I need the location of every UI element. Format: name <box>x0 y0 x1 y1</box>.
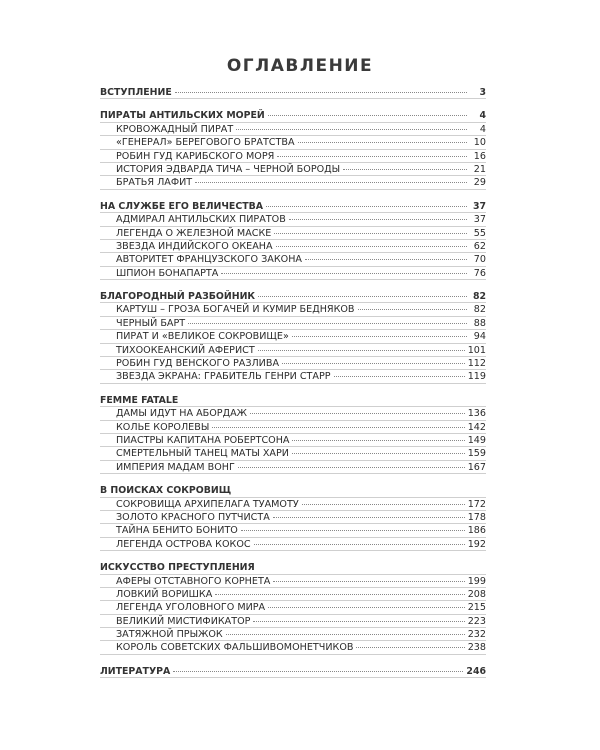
toc-entry[interactable] <box>100 447 486 460</box>
toc-entry-label: ЗАТЯЖНОЙ ПРЫЖОК <box>116 629 223 641</box>
toc-entry-label: ЛЕГЕНДА О ЖЕЛЕЗНОЙ МАСКЕ <box>116 227 272 239</box>
toc-entry[interactable] <box>100 303 486 316</box>
toc-entry-page-number: 142 <box>467 421 486 433</box>
toc-entry-label: ДАМЫ ИДУТ НА АБОРДАЖ <box>116 408 247 420</box>
dot-leader <box>215 594 464 595</box>
toc-entry[interactable] <box>100 615 486 628</box>
toc-entry[interactable] <box>100 588 486 601</box>
toc-entry[interactable] <box>100 407 486 420</box>
dot-leader <box>289 219 467 220</box>
dot-leader <box>254 544 465 545</box>
dot-leader <box>268 115 467 116</box>
toc-entry-label: КОЛЬЕ КОРОЛЕВЫ <box>116 421 210 433</box>
dot-leader <box>175 92 467 93</box>
toc-entry-label: ТИХООКЕАНСКИЙ АФЕРИСТ <box>116 344 255 356</box>
dot-leader <box>343 169 467 170</box>
toc-entry-label: ЛЕГЕНДА УГОЛОВНОГО МИРА <box>116 602 266 614</box>
page-title: ОГЛАВЛЕНИЕ <box>226 56 374 76</box>
toc-entry[interactable] <box>100 601 486 614</box>
dot-leader <box>226 634 465 635</box>
toc-entry-page-number: 159 <box>467 448 486 460</box>
toc-entry-page-number: 215 <box>467 602 486 614</box>
toc-section <box>100 561 486 655</box>
toc-entry[interactable] <box>100 330 486 343</box>
toc-entry[interactable] <box>100 575 486 588</box>
toc-entry[interactable] <box>100 538 486 551</box>
toc-entry-page-number: 172 <box>467 498 486 510</box>
toc-section <box>100 665 486 678</box>
section-heading-label: ВСТУПЛЕНИЕ <box>100 87 172 98</box>
toc-entry-page-number: 112 <box>467 358 486 370</box>
toc-entry-page-number: 94 <box>473 331 486 343</box>
toc-entry-page-number: 21 <box>473 163 486 175</box>
toc-entry-label: ВЕЛИКИЙ МИСТИФИКАТОР <box>116 615 251 627</box>
toc-section <box>100 109 486 189</box>
toc-entry-page-number: 149 <box>467 434 486 446</box>
toc-entry-page-number: 192 <box>467 538 486 550</box>
toc-section-heading[interactable] <box>100 200 486 213</box>
toc-entry-label: АДМИРАЛ АНТИЛЬСКИХ ПИРАТОВ <box>116 214 286 226</box>
toc-entry[interactable] <box>100 150 486 163</box>
toc-entry-page-number: 88 <box>473 317 486 329</box>
toc-section-heading[interactable] <box>100 665 486 678</box>
toc-entry-label: БРАТЬЯ ЛАФИТ <box>116 177 193 189</box>
toc-section-heading[interactable] <box>100 109 486 122</box>
toc-entry-label: ТАЙНА БЕНИТО БОНИТО <box>116 525 238 537</box>
dot-leader <box>273 517 465 518</box>
toc-section <box>100 394 486 474</box>
toc-section <box>100 200 486 280</box>
dot-leader <box>274 233 467 234</box>
dot-leader <box>298 142 467 143</box>
toc-entry[interactable] <box>100 317 486 330</box>
toc-entry-label: ЗВЕЗДА ИНДИЙСКОГО ОКЕАНА <box>116 240 273 252</box>
toc-section-heading[interactable] <box>100 394 486 407</box>
dot-leader <box>282 363 465 364</box>
dot-leader <box>276 246 467 247</box>
toc-entry-label: ПИАСТРЫ КАПИТАНА РОБЕРТСОНА <box>116 434 290 446</box>
toc-entry[interactable] <box>100 511 486 524</box>
toc-entry-label: КОРОЛЬ СОВЕТСКИХ ФАЛЬШИВОМОНЕТЧИКОВ <box>116 642 354 654</box>
toc-entry-page-number: 119 <box>467 371 486 383</box>
toc-entry[interactable] <box>100 227 486 240</box>
toc-entry-page-number: 82 <box>473 304 486 316</box>
toc-entry[interactable] <box>100 498 486 511</box>
toc-entry-label: РОБИН ГУД ВЕНСКОГО РАЗЛИВА <box>116 358 280 370</box>
dot-leader <box>305 259 467 260</box>
toc-entry-label: АФЕРЫ ОТСТАВНОГО КОРНЕТА <box>116 575 271 587</box>
table-of-contents <box>100 82 486 678</box>
dot-leader <box>253 621 464 622</box>
section-page-number: 37 <box>472 200 486 212</box>
dot-leader <box>266 206 467 207</box>
dot-leader <box>195 182 467 183</box>
dot-leader <box>292 440 464 441</box>
toc-section-heading[interactable] <box>100 290 486 303</box>
section-heading-label: ПИРАТЫ АНТИЛЬСКИХ МОРЕЙ <box>100 110 265 122</box>
section-heading-label: ЛИТЕРАТУРА <box>100 665 171 677</box>
dot-leader <box>250 413 465 414</box>
toc-entry-page-number: 16 <box>473 150 486 162</box>
toc-entry-label: ЧЕРНЫЙ БАРТ <box>116 317 186 329</box>
toc-entry-label: ЗВЕЗДА ЭКРАНА: ГРАБИТЕЛЬ ГЕНРИ СТАРР <box>116 371 331 383</box>
toc-entry-label: ЛОВКИЙ ВОРИШКА <box>116 588 213 600</box>
dot-leader <box>358 309 467 310</box>
dot-leader <box>258 296 467 297</box>
toc-entry-label: ИСТОРИЯ ЭДВАРДА ТИЧА – ЧЕРНОЙ БОРОДЫ <box>116 163 341 175</box>
toc-entry-page-number: 232 <box>467 629 486 641</box>
dot-leader <box>241 530 465 531</box>
toc-entry[interactable] <box>100 357 486 370</box>
toc-entry-page-number: 178 <box>467 511 486 523</box>
toc-entry[interactable] <box>100 641 486 654</box>
toc-entry-label: ШПИОН БОНАПАРТА <box>116 267 219 279</box>
section-page-number: 4 <box>479 110 486 122</box>
section-page-number: 3 <box>479 87 486 98</box>
toc-entry-label: КАРТУШ – ГРОЗА БОГАЧЕЙ И КУМИР БЕДНЯКОВ <box>116 304 355 316</box>
section-heading-label: НА СЛУЖБЕ ЕГО ВЕЛИЧЕСТВА <box>100 200 264 212</box>
toc-entry-label: ЛЕГЕНДА ОСТРОВА КОКОС <box>116 538 251 550</box>
dot-leader <box>268 607 465 608</box>
toc-entry-label: ИМПЕРИЯ МАДАМ ВОНГ <box>116 461 235 473</box>
toc-entry[interactable] <box>100 628 486 641</box>
toc-entry-page-number: 199 <box>467 575 486 587</box>
toc-entry-label: ЗОЛОТО КРАСНОГО ПУТЧИСТА <box>116 511 270 523</box>
dot-leader <box>277 156 467 157</box>
toc-entry-page-number: 208 <box>467 588 486 600</box>
toc-entry[interactable] <box>100 461 486 474</box>
section-heading-label: В ПОИСКАХ СОКРОВИЩ <box>100 485 232 497</box>
toc-entry-page-number: 238 <box>467 642 486 654</box>
toc-entry[interactable] <box>100 421 486 434</box>
toc-entry-label: СМЕРТЕЛЬНЫЙ ТАНЕЦ МАТЫ ХАРИ <box>116 448 289 460</box>
toc-entry-page-number: 29 <box>473 177 486 189</box>
toc-entry[interactable] <box>100 434 486 447</box>
dot-leader <box>273 581 464 582</box>
toc-entry[interactable] <box>100 253 486 266</box>
toc-entry[interactable] <box>100 524 486 537</box>
dot-leader <box>238 467 465 468</box>
dot-leader <box>188 323 467 324</box>
dot-leader <box>212 427 464 428</box>
dot-leader <box>173 671 463 672</box>
toc-entry-label: «ГЕНЕРАЛ» БЕРЕГОВОГО БРАТСТВА <box>116 137 295 149</box>
section-heading-label: FEMME FATALE <box>100 394 179 406</box>
toc-entry-page-number: 223 <box>467 615 486 627</box>
section-heading-label: ИСКУССТВО ПРЕСТУПЛЕНИЯ <box>100 562 255 574</box>
toc-entry-label: КРОВОЖАДНЫЙ ПИРАТ <box>116 123 234 135</box>
toc-entry-page-number: 10 <box>473 137 486 149</box>
dot-leader <box>221 273 467 274</box>
toc-entry[interactable] <box>100 240 486 253</box>
toc-entry-page-number: 62 <box>473 240 486 252</box>
toc-entry[interactable] <box>100 267 486 280</box>
toc-entry-page-number: 186 <box>467 525 486 537</box>
toc-entry-label: АВТОРИТЕТ ФРАНЦУЗСКОГО ЗАКОНА <box>116 254 302 266</box>
dot-leader <box>334 376 465 377</box>
toc-section-heading[interactable] <box>100 86 486 99</box>
toc-section <box>100 86 486 99</box>
toc-entry-label: РОБИН ГУД КАРИБСКОГО МОРЯ <box>116 150 275 162</box>
section-heading-label: БЛАГОРОДНЫЙ РАЗБОЙНИК <box>100 291 256 303</box>
toc-entry-page-number: 136 <box>467 408 486 420</box>
toc-entry[interactable] <box>100 213 486 226</box>
toc-entry[interactable] <box>100 176 486 189</box>
toc-entry-page-number: 55 <box>473 227 486 239</box>
toc-section-heading[interactable] <box>100 484 486 497</box>
toc-section <box>100 484 486 551</box>
dot-leader <box>292 453 465 454</box>
toc-entry-page-number: 101 <box>467 344 486 356</box>
toc-entry[interactable] <box>100 163 486 176</box>
toc-entry-page-number: 70 <box>473 254 486 266</box>
dot-leader <box>356 647 464 648</box>
toc-entry-label: СОКРОВИЩА АРХИПЕЛАГА ТУАМОТУ <box>116 498 299 510</box>
toc-section <box>100 290 486 384</box>
toc-entry-page-number: 76 <box>473 267 486 279</box>
section-page-number: 246 <box>466 665 486 677</box>
dot-leader <box>236 129 467 130</box>
toc-entry-label: ПИРАТ И «ВЕЛИКОЕ СОКРОВИЩЕ» <box>116 331 289 343</box>
dot-leader <box>302 504 465 505</box>
section-page-number: 82 <box>472 291 486 303</box>
toc-entry-page-number: 167 <box>467 461 486 473</box>
toc-entry-page-number: 4 <box>479 123 486 135</box>
toc-entry[interactable] <box>100 370 486 383</box>
toc-entry[interactable] <box>100 136 486 149</box>
toc-entry[interactable] <box>100 123 486 136</box>
toc-section-heading[interactable] <box>100 561 486 574</box>
dot-leader <box>292 336 467 337</box>
dot-leader <box>258 350 465 351</box>
toc-entry[interactable] <box>100 344 486 357</box>
toc-entry-page-number: 37 <box>473 214 486 226</box>
